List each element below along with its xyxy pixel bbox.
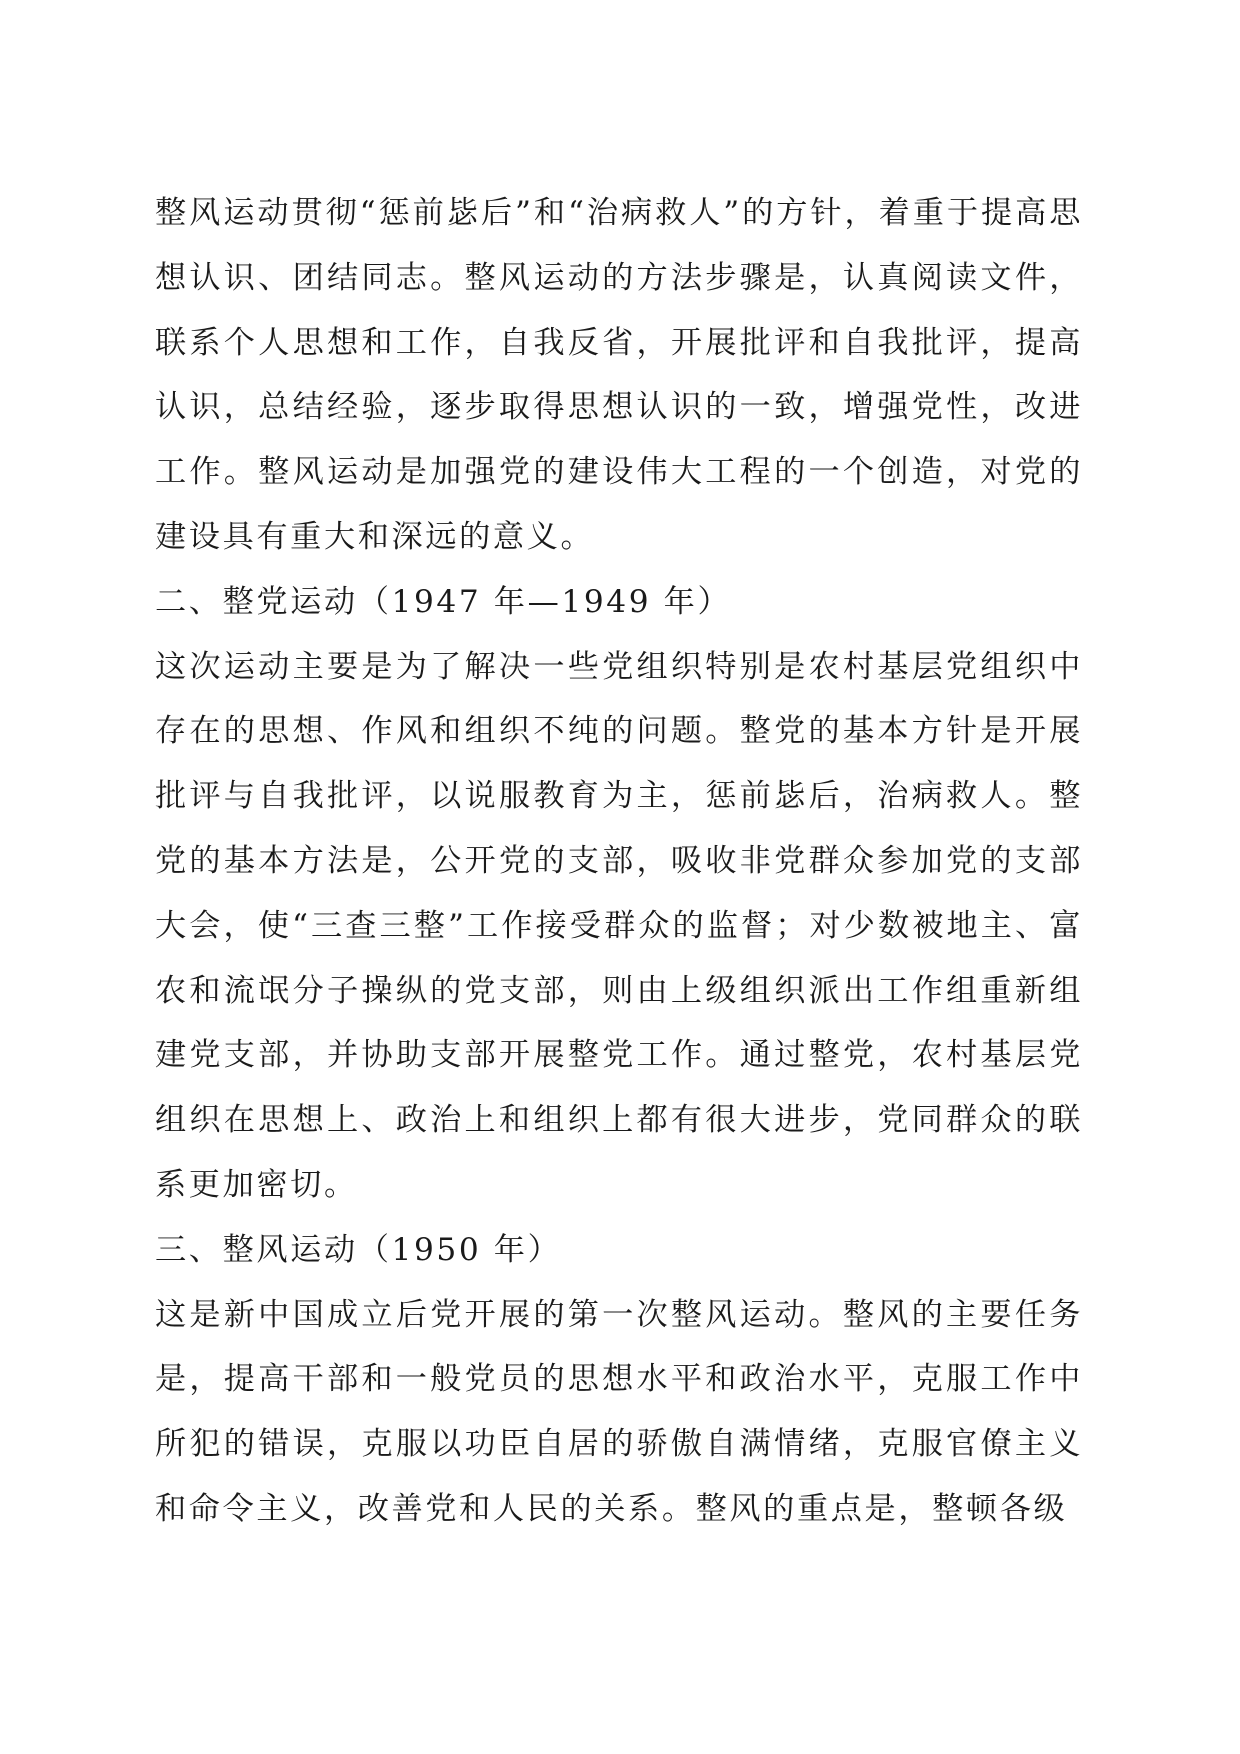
paragraph-rectification-methods: 整风运动贯彻“惩前毖后”和“治病救人”的方针，着重于提高思想认识、团结同志。整风运动的方法步骤是，认真阅读文件，联系个人思想和工作，自我反省，开展批评和自我批评，提高认识，总结经验，逐步取得思想认识的一致，增强党性，改进工作。整风运动是加强党的建设伟大工程的一个创造，对党的建设具有重大和深远的意义。 — [155, 195, 1083, 555]
document-page — [155, 181, 1083, 1542]
paragraph-party-consolidation: 这次运动主要是为了解决一些党组织特别是农村基层党组织中存在的思想、作风和组织不纯的问题。整党的基本方针是开展批评与自我批评，以说服教育为主，惩前毖后，治病救人。整党的基本方法是，公开党的支部，吸收非党群众参加党的支部大会，使“三查三整”工作接受群众的监督；对少数被地主、富农和流氓分子操纵的党支部，则由上级组织派出工作组重新组建党支部，并协助支部开展整党工作。通过整党，农村基层党组织在思想上、政治上和组织上都有很大进步，党同群众的联系更加密切。 — [155, 648, 1083, 1203]
section-heading-rectification-1950: 三、整风运动（1950 年） — [155, 1231, 562, 1268]
paragraph-rectification-1950: 这是新中国成立后党开展的第一次整风运动。整风的主要任务是，提高干部和一般党员的思想水平和政治水平，克服工作中所犯的错误，克服以功臣自居的骄傲自满情绪，克服官僚主义和命令主义，改善党和人民的关系。整风的重点是，整顿各级 — [155, 1296, 1083, 1527]
section-heading-party-consolidation: 二、整党运动（1947 年—1949 年） — [155, 583, 732, 620]
